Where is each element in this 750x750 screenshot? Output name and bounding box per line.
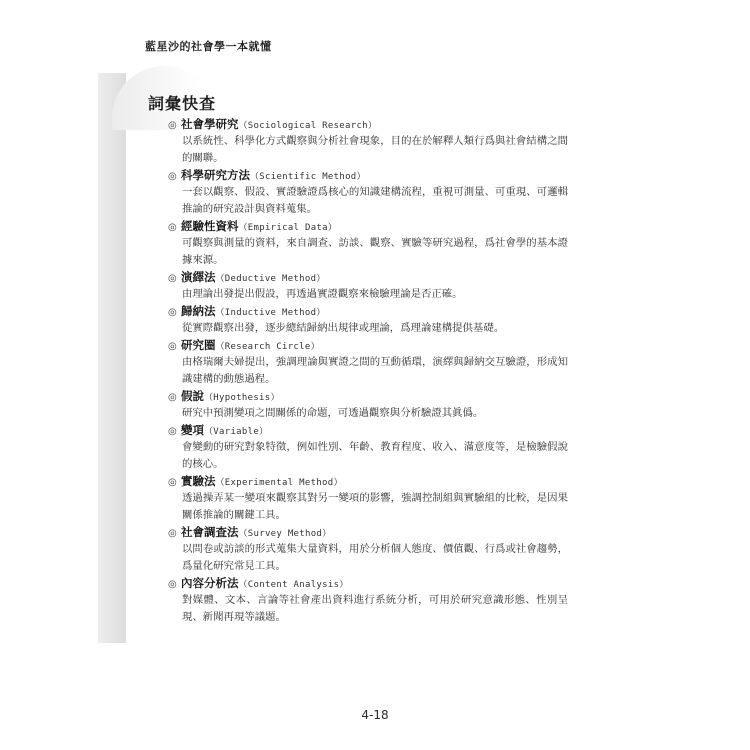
term-definition: 會變動的研究對象特徵，例如性別、年齡、教育程度、收入、滿意度等，是檢驗假說的核心。 bbox=[182, 441, 568, 470]
term-english: （Deductive Method） bbox=[215, 274, 326, 284]
term-definition: 以系統性、科學化方式觀察與分析社會現象，目的在於解釋人類行爲與社會結構之間的關聯。 bbox=[182, 135, 568, 164]
bullet-icon: ◎ bbox=[168, 222, 177, 233]
bullet-icon: ◎ bbox=[168, 341, 177, 352]
term-definition: 可觀察與測量的資料，來自調查、訪談、觀察、實驗等研究過程，爲社會學的基本證據來源。 bbox=[182, 237, 568, 266]
term-line bbox=[168, 473, 568, 490]
term-definition: 由格瑞爾夫婦提出，強調理論與實證之間的互動循環，演繹與歸納交互驗證，形成知識建構的動態過程。 bbox=[182, 356, 568, 385]
term-line bbox=[168, 218, 568, 235]
term-definition: 以問卷或訪談的形式蒐集大量資料，用於分析個人態度、價值觀、行爲或社會趨勢，爲量化研究常見工具。 bbox=[182, 543, 568, 572]
bullet-icon: ◎ bbox=[168, 392, 177, 403]
bullet-icon: ◎ bbox=[168, 120, 177, 131]
bullet-icon: ◎ bbox=[168, 307, 177, 318]
page-number: 4-18 bbox=[361, 708, 389, 722]
term-chinese: 演繹法 bbox=[181, 270, 216, 284]
term-english: （Inductive Method） bbox=[215, 308, 326, 318]
glossary-entry bbox=[168, 473, 568, 524]
side-band bbox=[98, 73, 126, 643]
term-english: （Hypothesis） bbox=[204, 393, 280, 403]
term-english: （Survey Method） bbox=[238, 529, 332, 539]
term-english: （Experimental Method） bbox=[215, 478, 343, 488]
section-title: 詞彙快查 bbox=[148, 94, 217, 113]
term-chinese: 經驗性資料 bbox=[181, 219, 239, 233]
running-header: 藍星沙的社會學一本就懂 bbox=[145, 40, 272, 53]
term-line bbox=[168, 167, 568, 184]
term-line bbox=[168, 575, 568, 592]
term-definition: 對媒體、文本、言論等社會產出資料進行系統分析，可用於研究意識形態、性別呈現、新聞再現等議題。 bbox=[182, 594, 568, 623]
term-line bbox=[168, 524, 568, 541]
glossary-entry bbox=[168, 303, 568, 337]
term-chinese: 社會學研究 bbox=[181, 117, 239, 131]
bullet-icon: ◎ bbox=[168, 273, 177, 284]
term-definition: 研究中預測變項之間關係的命題，可透過觀察與分析驗證其眞僞。 bbox=[182, 407, 484, 419]
term-line bbox=[168, 116, 568, 133]
term-english: （Scientific Method） bbox=[250, 172, 366, 182]
glossary-entry bbox=[168, 388, 568, 422]
term-chinese: 變項 bbox=[181, 423, 204, 437]
term-chinese: 社會調查法 bbox=[181, 525, 239, 539]
term-definition: 一套以觀察、假設、實證驗證爲核心的知識建構流程，重視可測量、可重現、可邏輯推論的研究設計與資料蒐集。 bbox=[182, 186, 568, 215]
term-definition: 從實際觀察出發，逐步總結歸納出規律或理論，爲理論建構提供基礎。 bbox=[182, 322, 505, 334]
bullet-icon: ◎ bbox=[168, 426, 177, 437]
term-line bbox=[168, 269, 568, 286]
term-chinese: 科學研究方法 bbox=[181, 168, 250, 182]
bullet-icon: ◎ bbox=[168, 528, 177, 539]
term-definition: 由理論出發提出假設，再透過實證觀察來檢驗理論是否正確。 bbox=[182, 288, 463, 300]
term-line bbox=[168, 337, 568, 354]
bullet-icon: ◎ bbox=[168, 477, 177, 488]
glossary-entry bbox=[168, 167, 568, 218]
term-english: （Content Analysis） bbox=[238, 580, 349, 590]
bullet-icon: ◎ bbox=[168, 579, 177, 590]
glossary-list bbox=[168, 116, 568, 626]
term-chinese: 實驗法 bbox=[181, 474, 216, 488]
bullet-icon: ◎ bbox=[168, 171, 177, 182]
term-line bbox=[168, 422, 568, 439]
glossary-entry bbox=[168, 218, 568, 269]
term-chinese: 內容分析法 bbox=[181, 576, 239, 590]
term-chinese: 假說 bbox=[181, 389, 204, 403]
term-definition: 透過操弄某一變項來觀察其對另一變項的影響，強調控制組與實驗組的比較，是因果關係推論的關鍵工具。 bbox=[182, 492, 568, 521]
glossary-entry bbox=[168, 116, 568, 167]
term-chinese: 歸納法 bbox=[181, 304, 216, 318]
term-chinese: 研究圈 bbox=[181, 338, 216, 352]
term-english: （Empirical Data） bbox=[238, 223, 338, 233]
glossary-entry bbox=[168, 337, 568, 388]
term-line bbox=[168, 303, 568, 320]
glossary-entry bbox=[168, 422, 568, 473]
term-line bbox=[168, 388, 568, 405]
term-english: （Sociological Research） bbox=[238, 121, 378, 131]
term-english: （Research Circle） bbox=[215, 342, 320, 352]
glossary-entry bbox=[168, 524, 568, 575]
glossary-entry bbox=[168, 269, 568, 303]
term-english: （Variable） bbox=[204, 427, 269, 437]
glossary-entry bbox=[168, 575, 568, 626]
